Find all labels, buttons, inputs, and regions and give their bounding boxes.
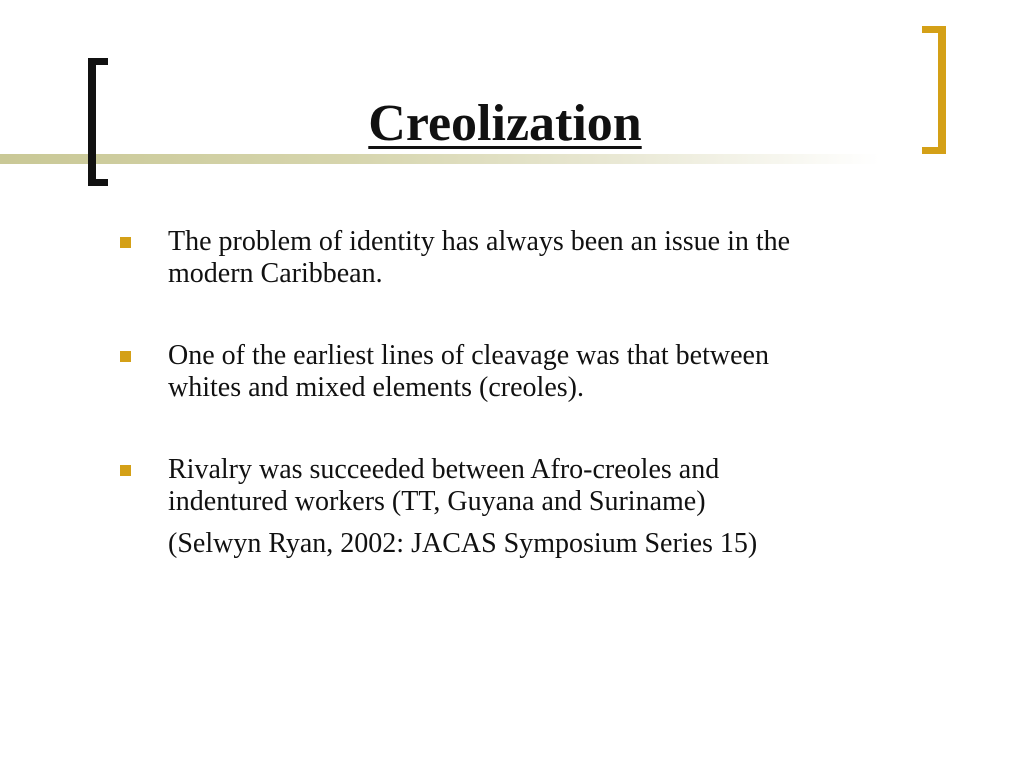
square-bullet-icon — [120, 351, 131, 362]
square-bullet-icon — [120, 465, 131, 476]
bullet-item — [118, 340, 938, 404]
bullet-item — [118, 226, 938, 290]
bullet-text-line: The problem of identity has always been an issue in the — [168, 226, 791, 257]
bullet-text-line: whites and mixed elements (creoles). — [168, 372, 584, 403]
bullet-item — [118, 454, 938, 560]
bullet-text-line: Rivalry was succeeded between Afro-creoles and — [168, 454, 720, 485]
left-bracket-decoration — [88, 58, 108, 186]
slide-title: Creolization — [300, 98, 710, 150]
square-bullet-icon — [120, 237, 131, 248]
bullet-text-line: indentured workers (TT, Guyana and Suriname) — [168, 486, 706, 517]
bullet-list — [118, 226, 938, 610]
bullet-text-line: modern Caribbean. — [168, 258, 383, 289]
right-bracket-decoration — [922, 26, 946, 154]
citation-text: (Selwyn Ryan, 2002: JACAS Symposium Series 15) — [168, 528, 758, 559]
bullet-text-line: One of the earliest lines of cleavage was that between — [168, 340, 769, 371]
title-underline-band — [0, 154, 880, 164]
